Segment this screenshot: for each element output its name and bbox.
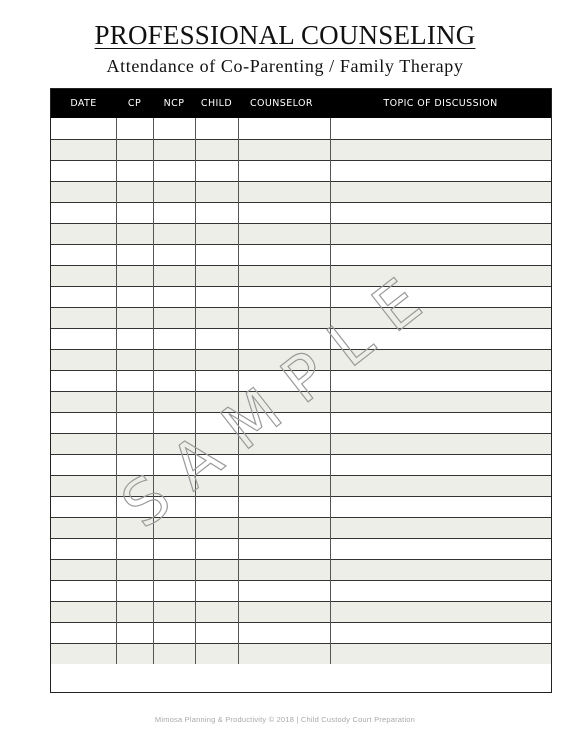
date-cell bbox=[51, 370, 116, 391]
topic-cell bbox=[330, 559, 551, 580]
ncp-cell bbox=[153, 601, 195, 622]
column-header-topic: TOPIC OF DISCUSSION bbox=[330, 89, 551, 118]
child-cell bbox=[195, 118, 238, 139]
child-cell bbox=[195, 160, 238, 181]
cp-cell bbox=[116, 223, 153, 244]
child-cell bbox=[195, 538, 238, 559]
column-header-ncp: NCP bbox=[153, 89, 195, 118]
ncp-cell bbox=[153, 265, 195, 286]
date-cell bbox=[51, 433, 116, 454]
child-cell bbox=[195, 370, 238, 391]
column-header-date: DATE bbox=[51, 89, 116, 118]
topic-cell bbox=[330, 181, 551, 202]
counselor-cell bbox=[238, 286, 330, 307]
ncp-cell bbox=[153, 517, 195, 538]
date-cell bbox=[51, 559, 116, 580]
cp-cell bbox=[116, 601, 153, 622]
cp-cell bbox=[116, 139, 153, 160]
topic-cell bbox=[330, 160, 551, 181]
counselor-cell bbox=[238, 454, 330, 475]
counselor-cell bbox=[238, 328, 330, 349]
child-cell bbox=[195, 202, 238, 223]
child-cell bbox=[195, 307, 238, 328]
cp-cell bbox=[116, 370, 153, 391]
cp-cell bbox=[116, 538, 153, 559]
topic-cell bbox=[330, 580, 551, 601]
ncp-cell bbox=[153, 286, 195, 307]
page-title-text: PROFESSIONAL COUNSELING bbox=[94, 20, 476, 50]
log-row bbox=[51, 643, 551, 664]
topic-cell bbox=[330, 643, 551, 664]
log-row bbox=[51, 223, 551, 244]
log-row bbox=[51, 370, 551, 391]
date-cell bbox=[51, 286, 116, 307]
topic-cell bbox=[330, 454, 551, 475]
ncp-cell bbox=[153, 307, 195, 328]
ncp-cell bbox=[153, 160, 195, 181]
log-row bbox=[51, 538, 551, 559]
page-title bbox=[0, 20, 570, 50]
counselor-cell bbox=[238, 538, 330, 559]
counselor-cell bbox=[238, 181, 330, 202]
log-row bbox=[51, 622, 551, 643]
ncp-cell bbox=[153, 496, 195, 517]
child-cell bbox=[195, 559, 238, 580]
log-row bbox=[51, 307, 551, 328]
counselor-cell bbox=[238, 622, 330, 643]
counselor-cell bbox=[238, 517, 330, 538]
counselor-cell bbox=[238, 118, 330, 139]
date-cell bbox=[51, 265, 116, 286]
log-row bbox=[51, 118, 551, 139]
child-cell bbox=[195, 223, 238, 244]
child-cell bbox=[195, 643, 238, 664]
log-body bbox=[51, 118, 551, 664]
child-cell bbox=[195, 496, 238, 517]
ncp-cell bbox=[153, 391, 195, 412]
date-cell bbox=[51, 118, 116, 139]
footer-credit: Mimosa Planning & Productivity © 2018 | Child Custody Court Preparation bbox=[154, 715, 416, 724]
cp-cell bbox=[116, 160, 153, 181]
date-cell bbox=[51, 391, 116, 412]
child-cell bbox=[195, 139, 238, 160]
topic-cell bbox=[330, 328, 551, 349]
log-row bbox=[51, 265, 551, 286]
counselor-cell bbox=[238, 349, 330, 370]
date-cell bbox=[51, 328, 116, 349]
cp-cell bbox=[116, 580, 153, 601]
log-row bbox=[51, 433, 551, 454]
topic-cell bbox=[330, 433, 551, 454]
topic-cell bbox=[330, 601, 551, 622]
ncp-cell bbox=[153, 370, 195, 391]
cp-cell bbox=[116, 286, 153, 307]
child-cell bbox=[195, 412, 238, 433]
ncp-cell bbox=[153, 412, 195, 433]
date-cell bbox=[51, 538, 116, 559]
column-header-counselor: COUNSELOR bbox=[238, 89, 330, 118]
log-row bbox=[51, 580, 551, 601]
topic-cell bbox=[330, 307, 551, 328]
child-cell bbox=[195, 391, 238, 412]
ncp-cell bbox=[153, 244, 195, 265]
log-row bbox=[51, 454, 551, 475]
log-row bbox=[51, 139, 551, 160]
date-cell bbox=[51, 643, 116, 664]
date-cell bbox=[51, 517, 116, 538]
child-cell bbox=[195, 454, 238, 475]
counselor-cell bbox=[238, 559, 330, 580]
log-row bbox=[51, 244, 551, 265]
attendance-log-sheet bbox=[50, 88, 552, 693]
topic-cell bbox=[330, 223, 551, 244]
date-cell bbox=[51, 307, 116, 328]
cp-cell bbox=[116, 349, 153, 370]
log-row bbox=[51, 160, 551, 181]
date-cell bbox=[51, 580, 116, 601]
cp-cell bbox=[116, 517, 153, 538]
cp-cell bbox=[116, 181, 153, 202]
cp-cell bbox=[116, 244, 153, 265]
topic-cell bbox=[330, 349, 551, 370]
child-cell bbox=[195, 244, 238, 265]
ncp-cell bbox=[153, 328, 195, 349]
topic-cell bbox=[330, 517, 551, 538]
child-cell bbox=[195, 181, 238, 202]
counselor-cell bbox=[238, 412, 330, 433]
log-row bbox=[51, 286, 551, 307]
log-row bbox=[51, 412, 551, 433]
cp-cell bbox=[116, 433, 153, 454]
cp-cell bbox=[116, 412, 153, 433]
date-cell bbox=[51, 139, 116, 160]
log-row bbox=[51, 475, 551, 496]
counselor-cell bbox=[238, 475, 330, 496]
date-cell bbox=[51, 223, 116, 244]
child-cell bbox=[195, 328, 238, 349]
cp-cell bbox=[116, 643, 153, 664]
cp-cell bbox=[116, 265, 153, 286]
cp-cell bbox=[116, 454, 153, 475]
counselor-cell bbox=[238, 643, 330, 664]
counselor-cell bbox=[238, 244, 330, 265]
child-cell bbox=[195, 601, 238, 622]
log-row bbox=[51, 559, 551, 580]
date-cell bbox=[51, 601, 116, 622]
ncp-cell bbox=[153, 349, 195, 370]
child-cell bbox=[195, 433, 238, 454]
counselor-cell bbox=[238, 307, 330, 328]
date-cell bbox=[51, 475, 116, 496]
ncp-cell bbox=[153, 181, 195, 202]
topic-cell bbox=[330, 118, 551, 139]
child-cell bbox=[195, 622, 238, 643]
ncp-cell bbox=[153, 223, 195, 244]
date-cell bbox=[51, 496, 116, 517]
log-row bbox=[51, 517, 551, 538]
counselor-cell bbox=[238, 496, 330, 517]
cp-cell bbox=[116, 391, 153, 412]
date-cell bbox=[51, 181, 116, 202]
date-cell bbox=[51, 349, 116, 370]
attendance-log-table bbox=[51, 89, 551, 664]
topic-cell bbox=[330, 538, 551, 559]
cp-cell bbox=[116, 307, 153, 328]
child-cell bbox=[195, 580, 238, 601]
counselor-cell bbox=[238, 391, 330, 412]
date-cell bbox=[51, 160, 116, 181]
ncp-cell bbox=[153, 433, 195, 454]
child-cell bbox=[195, 265, 238, 286]
column-header-child: CHILD bbox=[195, 89, 238, 118]
counselor-cell bbox=[238, 433, 330, 454]
log-row bbox=[51, 328, 551, 349]
topic-cell bbox=[330, 286, 551, 307]
counselor-cell bbox=[238, 601, 330, 622]
cp-cell bbox=[116, 475, 153, 496]
topic-cell bbox=[330, 622, 551, 643]
date-cell bbox=[51, 454, 116, 475]
log-row bbox=[51, 181, 551, 202]
date-cell bbox=[51, 244, 116, 265]
topic-cell bbox=[330, 202, 551, 223]
date-cell bbox=[51, 412, 116, 433]
ncp-cell bbox=[153, 475, 195, 496]
ncp-cell bbox=[153, 454, 195, 475]
child-cell bbox=[195, 475, 238, 496]
ncp-cell bbox=[153, 538, 195, 559]
ncp-cell bbox=[153, 202, 195, 223]
ncp-cell bbox=[153, 580, 195, 601]
ncp-cell bbox=[153, 643, 195, 664]
ncp-cell bbox=[153, 139, 195, 160]
date-cell bbox=[51, 202, 116, 223]
counselor-cell bbox=[238, 202, 330, 223]
counselor-cell bbox=[238, 580, 330, 601]
log-row bbox=[51, 349, 551, 370]
ncp-cell bbox=[153, 118, 195, 139]
child-cell bbox=[195, 349, 238, 370]
cp-cell bbox=[116, 622, 153, 643]
header-row bbox=[51, 89, 551, 118]
ncp-cell bbox=[153, 622, 195, 643]
page-subtitle: Attendance of Co-Parenting / Family Therapy bbox=[106, 56, 464, 76]
cp-cell bbox=[116, 118, 153, 139]
counselor-cell bbox=[238, 370, 330, 391]
date-cell bbox=[51, 622, 116, 643]
ncp-cell bbox=[153, 559, 195, 580]
topic-cell bbox=[330, 475, 551, 496]
counselor-cell bbox=[238, 223, 330, 244]
counselor-cell bbox=[238, 160, 330, 181]
cp-cell bbox=[116, 328, 153, 349]
topic-cell bbox=[330, 139, 551, 160]
log-row bbox=[51, 601, 551, 622]
topic-cell bbox=[330, 391, 551, 412]
log-row bbox=[51, 496, 551, 517]
counselor-cell bbox=[238, 265, 330, 286]
topic-cell bbox=[330, 496, 551, 517]
log-row bbox=[51, 391, 551, 412]
child-cell bbox=[195, 286, 238, 307]
topic-cell bbox=[330, 370, 551, 391]
cp-cell bbox=[116, 202, 153, 223]
topic-cell bbox=[330, 265, 551, 286]
cp-cell bbox=[116, 496, 153, 517]
child-cell bbox=[195, 517, 238, 538]
column-header-cp: CP bbox=[116, 89, 153, 118]
topic-cell bbox=[330, 244, 551, 265]
counselor-cell bbox=[238, 139, 330, 160]
cp-cell bbox=[116, 559, 153, 580]
topic-cell bbox=[330, 412, 551, 433]
log-row bbox=[51, 202, 551, 223]
